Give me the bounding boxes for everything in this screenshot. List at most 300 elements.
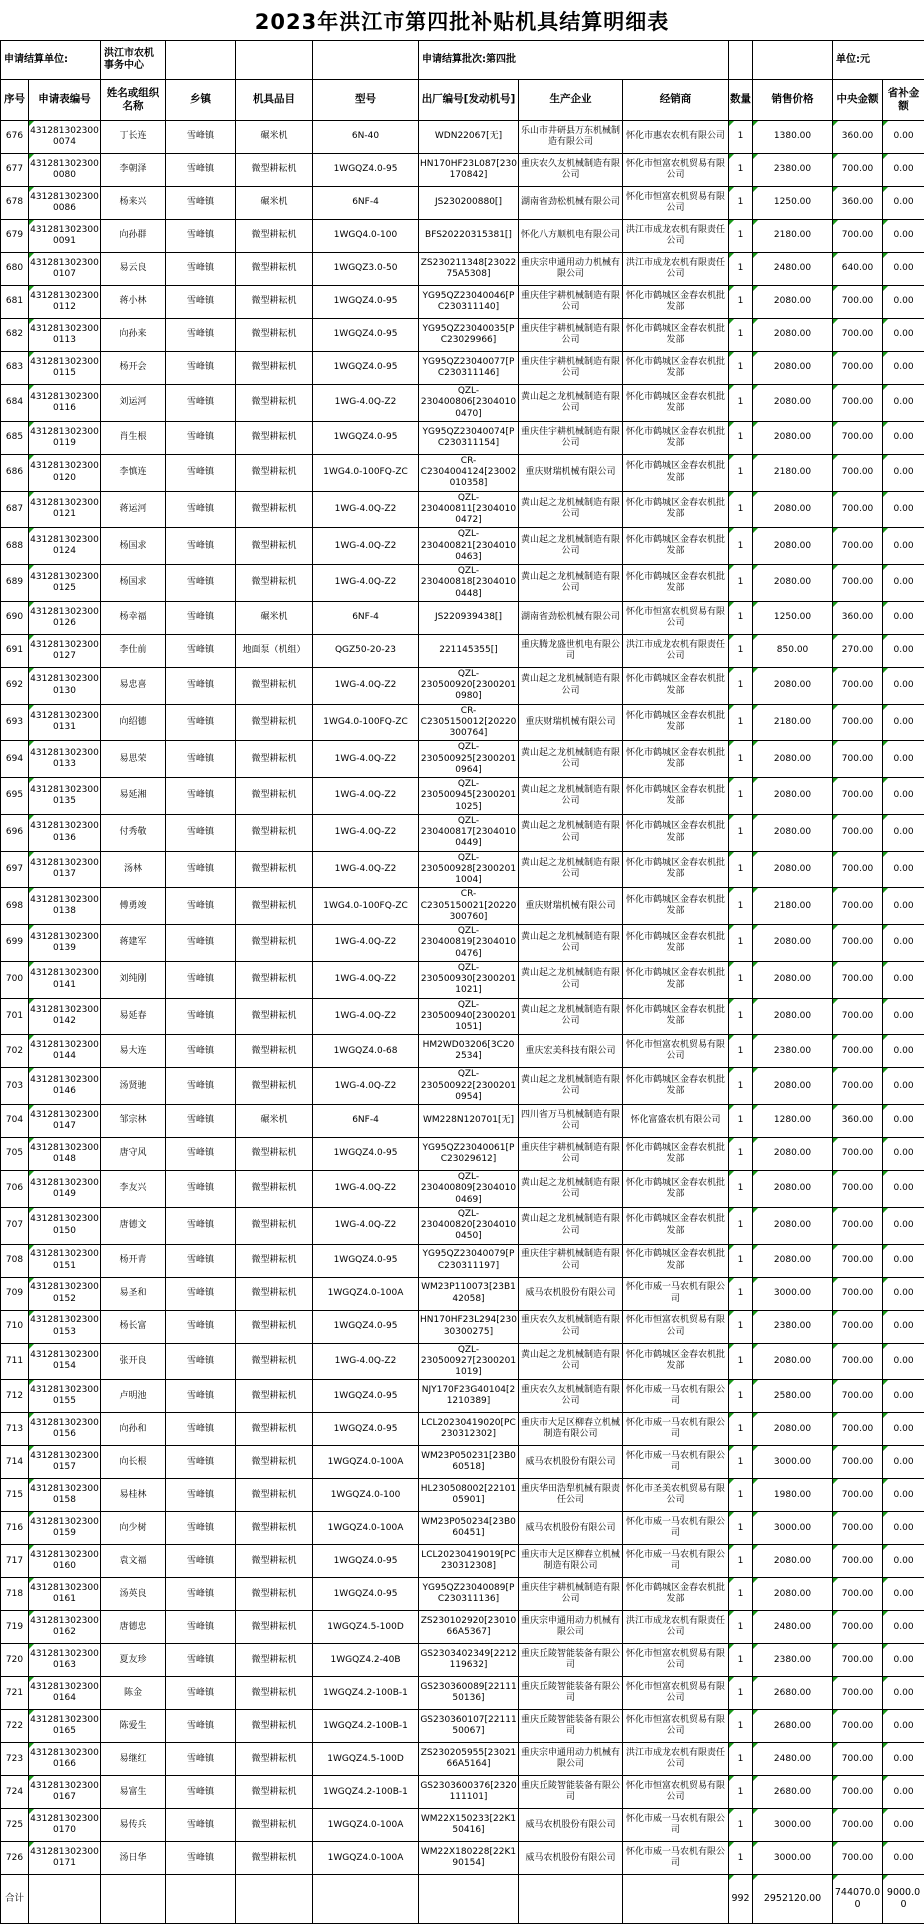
cell-model[interactable]: 1WG-4.0Q-Z2 [313, 778, 419, 815]
cell-category[interactable]: 微型耕耘机 [236, 565, 313, 602]
cell-model[interactable]: 1WG-4.0Q-Z2 [313, 1343, 419, 1380]
cell-township[interactable]: 雪峰镇 [166, 565, 236, 602]
cell-category[interactable]: 微型耕耘机 [236, 1277, 313, 1310]
cell-category[interactable]: 微型耕耘机 [236, 888, 313, 925]
cell-category[interactable]: 碾米机 [236, 601, 313, 634]
cell-name[interactable]: 易忠喜 [101, 667, 166, 704]
cell-serial[interactable]: CR-C2305150012[20220300764] [419, 704, 519, 741]
cell-name[interactable]: 杨国求 [101, 565, 166, 602]
cell-qty[interactable]: 1 [729, 1035, 753, 1068]
cell-qty[interactable]: 1 [729, 1776, 753, 1809]
cell-name[interactable]: 邹宗林 [101, 1105, 166, 1138]
cell-serial[interactable]: LCL20230419020[PC230312302] [419, 1413, 519, 1446]
cell-township[interactable]: 雪峰镇 [166, 154, 236, 187]
cell-township[interactable]: 雪峰镇 [166, 634, 236, 667]
cell-category[interactable]: 微型耕耘机 [236, 491, 313, 528]
cell-provincial[interactable]: 0.00 [883, 491, 924, 528]
cell-category[interactable]: 微型耕耘机 [236, 961, 313, 998]
cell-name[interactable]: 刘运河 [101, 385, 166, 422]
cell-category[interactable]: 微型耕耘机 [236, 741, 313, 778]
cell-category[interactable]: 碾米机 [236, 121, 313, 154]
cell-model[interactable]: 1WGQZ4.0-95 [313, 1310, 419, 1343]
cell-manufacturer[interactable]: 重庆市大足区柳春立机械制造有限公司 [519, 1545, 623, 1578]
cell-serial[interactable]: JS230200880[] [419, 187, 519, 220]
cell-qty[interactable]: 1 [729, 454, 753, 491]
cell-serial[interactable]: QZL-230500945[23002011025] [419, 778, 519, 815]
cell-dealer[interactable]: 怀化市恒富农机贸易有限公司 [623, 1776, 729, 1809]
cell-provincial[interactable]: 0.00 [883, 421, 924, 454]
cell-township[interactable]: 雪峰镇 [166, 1512, 236, 1545]
cell-form-no[interactable]: 4312813023000141 [29, 961, 101, 998]
cell-serial[interactable]: YG95QZ23040035[PC23029966] [419, 319, 519, 352]
cell-central[interactable]: 700.00 [833, 385, 883, 422]
cell-dealer[interactable]: 怀化市鹤城区金春农机批发部 [623, 741, 729, 778]
cell-qty[interactable]: 1 [729, 1743, 753, 1776]
cell-name[interactable]: 蒋小林 [101, 286, 166, 319]
cell-provincial[interactable]: 0.00 [883, 998, 924, 1035]
cell-category[interactable]: 微型耕耘机 [236, 220, 313, 253]
cell-name[interactable]: 向孙群 [101, 220, 166, 253]
cell-qty[interactable]: 1 [729, 1512, 753, 1545]
cell-name[interactable]: 易思荣 [101, 741, 166, 778]
cell-central[interactable]: 700.00 [833, 491, 883, 528]
cell-central[interactable]: 700.00 [833, 1068, 883, 1105]
cell-category[interactable]: 微型耕耘机 [236, 1310, 313, 1343]
cell-no[interactable]: 707 [1, 1207, 29, 1244]
cell-serial[interactable]: HM2WD03206[3C202534] [419, 1035, 519, 1068]
cell-price[interactable]: 3000.00 [753, 1277, 833, 1310]
cell-dealer[interactable]: 怀化市鹤城区金春农机批发部 [623, 778, 729, 815]
cell-category[interactable]: 微型耕耘机 [236, 1413, 313, 1446]
cell-central[interactable]: 700.00 [833, 741, 883, 778]
cell-provincial[interactable]: 0.00 [883, 1207, 924, 1244]
cell-manufacturer[interactable]: 重庆宗申通用动力机械有限公司 [519, 253, 623, 286]
cell-manufacturer[interactable]: 湖南省劲松机械有限公司 [519, 601, 623, 634]
cell-form-no[interactable]: 4312813023000159 [29, 1512, 101, 1545]
cell-serial[interactable]: WM23P050234[23B060451] [419, 1512, 519, 1545]
cell-qty[interactable]: 1 [729, 1479, 753, 1512]
cell-serial[interactable]: CR-C2304004124[23002010358] [419, 454, 519, 491]
cell-dealer[interactable]: 怀化市惠农农机有限公司 [623, 121, 729, 154]
cell-qty[interactable]: 1 [729, 319, 753, 352]
cell-no[interactable]: 709 [1, 1277, 29, 1310]
cell-no[interactable]: 719 [1, 1611, 29, 1644]
cell-provincial[interactable]: 0.00 [883, 1035, 924, 1068]
cell-no[interactable]: 687 [1, 491, 29, 528]
cell-township[interactable]: 雪峰镇 [166, 1343, 236, 1380]
total-empty-cell[interactable] [519, 1875, 623, 1924]
cell-category[interactable]: 微型耕耘机 [236, 154, 313, 187]
cell-dealer[interactable]: 怀化市鹤城区金春农机批发部 [623, 454, 729, 491]
cell-price[interactable]: 2080.00 [753, 491, 833, 528]
cell-dealer[interactable]: 怀化市鹤城区金春农机批发部 [623, 1138, 729, 1171]
cell-township[interactable]: 雪峰镇 [166, 1380, 236, 1413]
cell-central[interactable]: 700.00 [833, 352, 883, 385]
meta-empty-cell[interactable] [729, 41, 753, 80]
cell-form-no[interactable]: 4312813023000080 [29, 154, 101, 187]
cell-township[interactable]: 雪峰镇 [166, 1446, 236, 1479]
cell-model[interactable]: 1WGQZ4.2-100B-1 [313, 1710, 419, 1743]
cell-provincial[interactable]: 0.00 [883, 154, 924, 187]
cell-model[interactable]: 1WGQ4.0-100 [313, 220, 419, 253]
cell-price[interactable]: 2080.00 [753, 1244, 833, 1277]
cell-qty[interactable]: 1 [729, 1545, 753, 1578]
cell-qty[interactable]: 1 [729, 1809, 753, 1842]
cell-price[interactable]: 2080.00 [753, 421, 833, 454]
cell-central[interactable]: 700.00 [833, 1343, 883, 1380]
cell-manufacturer[interactable]: 重庆财瑞机械有限公司 [519, 454, 623, 491]
cell-model[interactable]: 1WG4.0-100FQ-ZC [313, 454, 419, 491]
cell-qty[interactable]: 1 [729, 1842, 753, 1875]
cell-price[interactable]: 2080.00 [753, 385, 833, 422]
meta-batch[interactable]: 申请结算批次:第四批 [419, 41, 729, 80]
cell-manufacturer[interactable]: 重庆宗申通用动力机械有限公司 [519, 1611, 623, 1644]
cell-provincial[interactable]: 0.00 [883, 741, 924, 778]
cell-provincial[interactable]: 0.00 [883, 634, 924, 667]
cell-form-no[interactable]: 4312813023000167 [29, 1776, 101, 1809]
cell-provincial[interactable]: 0.00 [883, 1343, 924, 1380]
cell-name[interactable]: 向长根 [101, 1446, 166, 1479]
cell-no[interactable]: 677 [1, 154, 29, 187]
meta-empty-cell[interactable] [166, 41, 236, 80]
cell-no[interactable]: 716 [1, 1512, 29, 1545]
cell-township[interactable]: 雪峰镇 [166, 421, 236, 454]
cell-name[interactable]: 唐德忠 [101, 1611, 166, 1644]
total-label[interactable]: 合计 [1, 1875, 29, 1924]
cell-central[interactable]: 700.00 [833, 1035, 883, 1068]
cell-central[interactable]: 700.00 [833, 565, 883, 602]
cell-model[interactable]: 1WGQZ4.0-95 [313, 1413, 419, 1446]
cell-category[interactable]: 微型耕耘机 [236, 925, 313, 962]
cell-dealer[interactable]: 怀化市鹤城区金春农机批发部 [623, 925, 729, 962]
cell-category[interactable]: 微型耕耘机 [236, 1138, 313, 1171]
cell-price[interactable]: 2080.00 [753, 1578, 833, 1611]
cell-dealer[interactable]: 怀化市鹤城区金春农机批发部 [623, 667, 729, 704]
cell-form-no[interactable]: 4312813023000147 [29, 1105, 101, 1138]
cell-dealer[interactable]: 怀化市鹤城区金春农机批发部 [623, 1207, 729, 1244]
cell-dealer[interactable]: 怀化市威一马农机有限公司 [623, 1545, 729, 1578]
cell-manufacturer[interactable]: 黄山起之龙机械制造有限公司 [519, 814, 623, 851]
cell-no[interactable]: 720 [1, 1644, 29, 1677]
cell-provincial[interactable]: 0.00 [883, 1446, 924, 1479]
cell-central[interactable]: 700.00 [833, 667, 883, 704]
cell-serial[interactable]: YG95QZ23040077[PC230311146] [419, 352, 519, 385]
meta-empty-cell[interactable] [313, 41, 419, 80]
cell-qty[interactable]: 1 [729, 352, 753, 385]
cell-central[interactable]: 700.00 [833, 454, 883, 491]
column-header-provincial[interactable]: 省补金额 [883, 80, 924, 121]
cell-provincial[interactable]: 0.00 [883, 1743, 924, 1776]
cell-township[interactable]: 雪峰镇 [166, 1809, 236, 1842]
cell-serial[interactable]: QZL-230400809[23040100469] [419, 1171, 519, 1208]
column-header-township[interactable]: 乡镇 [166, 80, 236, 121]
cell-township[interactable]: 雪峰镇 [166, 1277, 236, 1310]
cell-township[interactable]: 雪峰镇 [166, 851, 236, 888]
cell-category[interactable]: 微型耕耘机 [236, 385, 313, 422]
cell-dealer[interactable]: 怀化市鹤城区金春农机批发部 [623, 286, 729, 319]
cell-township[interactable]: 雪峰镇 [166, 1171, 236, 1208]
cell-category[interactable]: 碾米机 [236, 1105, 313, 1138]
column-header-form-no[interactable]: 申请表编号 [29, 80, 101, 121]
cell-form-no[interactable]: 4312813023000152 [29, 1277, 101, 1310]
cell-category[interactable]: 微型耕耘机 [236, 1710, 313, 1743]
cell-form-no[interactable]: 4312813023000133 [29, 741, 101, 778]
cell-form-no[interactable]: 4312813023000163 [29, 1644, 101, 1677]
cell-central[interactable]: 700.00 [833, 528, 883, 565]
column-header-manufacturer[interactable]: 生产企业 [519, 80, 623, 121]
cell-model[interactable]: 1WGQZ4.2-100B-1 [313, 1677, 419, 1710]
cell-serial[interactable]: ZS230102920[2301066A5367] [419, 1611, 519, 1644]
cell-manufacturer[interactable]: 重庆腾龙盛世机电有限公司 [519, 634, 623, 667]
cell-qty[interactable]: 1 [729, 286, 753, 319]
cell-price[interactable]: 2080.00 [753, 1171, 833, 1208]
cell-provincial[interactable]: 0.00 [883, 814, 924, 851]
cell-name[interactable]: 易延春 [101, 998, 166, 1035]
cell-category[interactable]: 微型耕耘机 [236, 319, 313, 352]
cell-dealer[interactable]: 怀化市威一马农机有限公司 [623, 1842, 729, 1875]
cell-dealer[interactable]: 怀化富盛农机有限公司 [623, 1105, 729, 1138]
cell-price[interactable]: 2080.00 [753, 1207, 833, 1244]
cell-model[interactable]: 1WG-4.0Q-Z2 [313, 491, 419, 528]
cell-category[interactable]: 微型耕耘机 [236, 253, 313, 286]
cell-qty[interactable]: 1 [729, 187, 753, 220]
cell-central[interactable]: 700.00 [833, 1138, 883, 1171]
cell-dealer[interactable]: 怀化市鹤城区金春农机批发部 [623, 814, 729, 851]
cell-no[interactable]: 676 [1, 121, 29, 154]
cell-qty[interactable]: 1 [729, 634, 753, 667]
cell-central[interactable]: 700.00 [833, 1207, 883, 1244]
cell-township[interactable]: 雪峰镇 [166, 741, 236, 778]
cell-provincial[interactable]: 0.00 [883, 385, 924, 422]
total-price[interactable]: 2952120.00 [753, 1875, 833, 1924]
cell-price[interactable]: 2380.00 [753, 1310, 833, 1343]
cell-form-no[interactable]: 4312813023000139 [29, 925, 101, 962]
cell-name[interactable]: 蒋运河 [101, 491, 166, 528]
cell-price[interactable]: 2080.00 [753, 1545, 833, 1578]
cell-qty[interactable]: 1 [729, 998, 753, 1035]
cell-central[interactable]: 700.00 [833, 1842, 883, 1875]
cell-serial[interactable]: NJY170F23G40104[21210389] [419, 1380, 519, 1413]
cell-provincial[interactable]: 0.00 [883, 851, 924, 888]
cell-model[interactable]: 1WG-4.0Q-Z2 [313, 741, 419, 778]
cell-name[interactable]: 李友兴 [101, 1171, 166, 1208]
cell-central[interactable]: 700.00 [833, 1446, 883, 1479]
cell-dealer[interactable]: 洪江市成龙农机有限责任公司 [623, 1743, 729, 1776]
cell-price[interactable]: 2080.00 [753, 528, 833, 565]
cell-manufacturer[interactable]: 重庆佳宇耕机械制造有限公司 [519, 352, 623, 385]
cell-category[interactable]: 微型耕耘机 [236, 1611, 313, 1644]
cell-category[interactable]: 微型耕耘机 [236, 352, 313, 385]
cell-qty[interactable]: 1 [729, 1207, 753, 1244]
cell-township[interactable]: 雪峰镇 [166, 1105, 236, 1138]
cell-qty[interactable]: 1 [729, 154, 753, 187]
cell-form-no[interactable]: 4312813023000121 [29, 491, 101, 528]
cell-provincial[interactable]: 0.00 [883, 319, 924, 352]
cell-no[interactable]: 699 [1, 925, 29, 962]
cell-price[interactable]: 2080.00 [753, 1343, 833, 1380]
cell-qty[interactable]: 1 [729, 961, 753, 998]
cell-model[interactable]: 6N-40 [313, 121, 419, 154]
cell-no[interactable]: 705 [1, 1138, 29, 1171]
cell-township[interactable]: 雪峰镇 [166, 814, 236, 851]
cell-price[interactable]: 2480.00 [753, 253, 833, 286]
cell-form-no[interactable]: 4312813023000149 [29, 1171, 101, 1208]
cell-serial[interactable]: ZS230205955[2302166A5164] [419, 1743, 519, 1776]
meta-currency[interactable]: 单位:元 [833, 41, 924, 80]
cell-provincial[interactable]: 0.00 [883, 352, 924, 385]
cell-no[interactable]: 698 [1, 888, 29, 925]
column-header-central[interactable]: 中央金额 [833, 80, 883, 121]
cell-provincial[interactable]: 0.00 [883, 1310, 924, 1343]
cell-model[interactable]: 1WGQZ4.5-100D [313, 1611, 419, 1644]
cell-qty[interactable]: 1 [729, 1343, 753, 1380]
cell-dealer[interactable]: 怀化市恒富农机贸易有限公司 [623, 187, 729, 220]
cell-manufacturer[interactable]: 黄山起之龙机械制造有限公司 [519, 851, 623, 888]
cell-model[interactable]: 1WG-4.0Q-Z2 [313, 1171, 419, 1208]
cell-category[interactable]: 微型耕耘机 [236, 1512, 313, 1545]
cell-form-no[interactable]: 4312813023000142 [29, 998, 101, 1035]
cell-provincial[interactable]: 0.00 [883, 1068, 924, 1105]
cell-model[interactable]: 1WG-4.0Q-Z2 [313, 667, 419, 704]
cell-serial[interactable]: HL230508002[2210105901] [419, 1479, 519, 1512]
cell-serial[interactable]: WM228N120701[无] [419, 1105, 519, 1138]
cell-no[interactable]: 703 [1, 1068, 29, 1105]
cell-provincial[interactable]: 0.00 [883, 187, 924, 220]
cell-serial[interactable]: QZL-230400818[23040100448] [419, 565, 519, 602]
cell-form-no[interactable]: 4312813023000151 [29, 1244, 101, 1277]
cell-form-no[interactable]: 4312813023000120 [29, 454, 101, 491]
cell-name[interactable]: 陈金 [101, 1677, 166, 1710]
cell-township[interactable]: 雪峰镇 [166, 1545, 236, 1578]
cell-model[interactable]: 1WGQZ4.0-95 [313, 286, 419, 319]
cell-name[interactable]: 杨国求 [101, 528, 166, 565]
cell-manufacturer[interactable]: 重庆佳宇耕机械制造有限公司 [519, 1138, 623, 1171]
cell-model[interactable]: 1WGQZ4.0-100A [313, 1842, 419, 1875]
cell-model[interactable]: 1WGQZ4.0-100 [313, 1479, 419, 1512]
cell-township[interactable]: 雪峰镇 [166, 1035, 236, 1068]
cell-manufacturer[interactable]: 黄山起之龙机械制造有限公司 [519, 1343, 623, 1380]
cell-no[interactable]: 724 [1, 1776, 29, 1809]
cell-category[interactable]: 微型耕耘机 [236, 1578, 313, 1611]
cell-qty[interactable]: 1 [729, 220, 753, 253]
cell-category[interactable]: 微型耕耘机 [236, 286, 313, 319]
cell-serial[interactable]: WM23P050231[23B060518] [419, 1446, 519, 1479]
cell-form-no[interactable]: 4312813023000165 [29, 1710, 101, 1743]
cell-name[interactable]: 夏友珍 [101, 1644, 166, 1677]
column-header-price[interactable]: 销售价格 [753, 80, 833, 121]
cell-manufacturer[interactable]: 威马农机股份有限公司 [519, 1809, 623, 1842]
meta-unit-value[interactable]: 洪江市农机事务中心 [101, 41, 166, 80]
cell-provincial[interactable]: 0.00 [883, 1512, 924, 1545]
cell-model[interactable]: 1WG4.0-100FQ-ZC [313, 704, 419, 741]
cell-form-no[interactable]: 4312813023000107 [29, 253, 101, 286]
cell-category[interactable]: 微型耕耘机 [236, 1809, 313, 1842]
cell-price[interactable]: 2680.00 [753, 1710, 833, 1743]
cell-no[interactable]: 723 [1, 1743, 29, 1776]
cell-township[interactable]: 雪峰镇 [166, 385, 236, 422]
cell-model[interactable]: 1WG-4.0Q-Z2 [313, 961, 419, 998]
cell-form-no[interactable]: 4312813023000091 [29, 220, 101, 253]
cell-model[interactable]: 1WGQZ4.0-95 [313, 1578, 419, 1611]
cell-model[interactable]: QGZ50-20-23 [313, 634, 419, 667]
cell-township[interactable]: 雪峰镇 [166, 1743, 236, 1776]
cell-no[interactable]: 688 [1, 528, 29, 565]
column-header-name[interactable]: 姓名或组织名称 [101, 80, 166, 121]
cell-price[interactable]: 3000.00 [753, 1809, 833, 1842]
cell-serial[interactable]: QZL-230400820[23040100450] [419, 1207, 519, 1244]
cell-qty[interactable]: 1 [729, 1413, 753, 1446]
cell-provincial[interactable]: 0.00 [883, 667, 924, 704]
cell-central[interactable]: 700.00 [833, 1171, 883, 1208]
cell-no[interactable]: 681 [1, 286, 29, 319]
cell-form-no[interactable]: 4312813023000137 [29, 851, 101, 888]
cell-price[interactable]: 2080.00 [753, 778, 833, 815]
cell-qty[interactable]: 1 [729, 1068, 753, 1105]
cell-dealer[interactable]: 怀化市鹤城区金春农机批发部 [623, 851, 729, 888]
cell-provincial[interactable]: 0.00 [883, 601, 924, 634]
cell-provincial[interactable]: 0.00 [883, 1244, 924, 1277]
cell-form-no[interactable]: 4312813023000146 [29, 1068, 101, 1105]
cell-form-no[interactable]: 4312813023000115 [29, 352, 101, 385]
cell-price[interactable]: 2480.00 [753, 1743, 833, 1776]
cell-provincial[interactable]: 0.00 [883, 253, 924, 286]
cell-township[interactable]: 雪峰镇 [166, 1644, 236, 1677]
cell-qty[interactable]: 1 [729, 814, 753, 851]
cell-qty[interactable]: 1 [729, 491, 753, 528]
cell-serial[interactable]: GS230360107[2211150067] [419, 1710, 519, 1743]
cell-model[interactable]: 1WG4.0-100FQ-ZC [313, 888, 419, 925]
cell-central[interactable]: 700.00 [833, 1479, 883, 1512]
cell-central[interactable]: 700.00 [833, 814, 883, 851]
cell-name[interactable]: 蒋建军 [101, 925, 166, 962]
cell-central[interactable]: 700.00 [833, 1677, 883, 1710]
cell-central[interactable]: 700.00 [833, 1512, 883, 1545]
cell-dealer[interactable]: 洪江市成龙农机有限责任公司 [623, 1611, 729, 1644]
cell-serial[interactable]: GS2303402349[2212119632] [419, 1644, 519, 1677]
cell-no[interactable]: 696 [1, 814, 29, 851]
cell-qty[interactable]: 1 [729, 385, 753, 422]
cell-manufacturer[interactable]: 重庆丘陵智能装备有限公司 [519, 1644, 623, 1677]
cell-dealer[interactable]: 怀化市恒富农机贸易有限公司 [623, 1644, 729, 1677]
cell-no[interactable]: 690 [1, 601, 29, 634]
cell-central[interactable]: 700.00 [833, 1611, 883, 1644]
cell-model[interactable]: 1WG-4.0Q-Z2 [313, 385, 419, 422]
cell-provincial[interactable]: 0.00 [883, 1710, 924, 1743]
cell-qty[interactable]: 1 [729, 1644, 753, 1677]
cell-central[interactable]: 700.00 [833, 1578, 883, 1611]
cell-township[interactable]: 雪峰镇 [166, 1138, 236, 1171]
cell-manufacturer[interactable]: 重庆财瑞机械有限公司 [519, 888, 623, 925]
cell-central[interactable]: 640.00 [833, 253, 883, 286]
cell-serial[interactable]: HN170HF23L294[23030300275] [419, 1310, 519, 1343]
cell-name[interactable]: 易富生 [101, 1776, 166, 1809]
cell-form-no[interactable]: 4312813023000116 [29, 385, 101, 422]
cell-price[interactable]: 2180.00 [753, 454, 833, 491]
cell-category[interactable]: 微型耕耘机 [236, 1479, 313, 1512]
cell-central[interactable]: 270.00 [833, 634, 883, 667]
cell-form-no[interactable]: 4312813023000119 [29, 421, 101, 454]
cell-manufacturer[interactable]: 重庆市大足区柳春立机械制造有限公司 [519, 1413, 623, 1446]
cell-dealer[interactable]: 怀化市鹤城区金春农机批发部 [623, 1343, 729, 1380]
cell-township[interactable]: 雪峰镇 [166, 778, 236, 815]
cell-central[interactable]: 700.00 [833, 998, 883, 1035]
cell-price[interactable]: 2080.00 [753, 565, 833, 602]
cell-serial[interactable]: QZL-230500928[23002011004] [419, 851, 519, 888]
cell-model[interactable]: 1WGQZ4.0-100A [313, 1512, 419, 1545]
cell-serial[interactable]: QZL-230400811[23040100472] [419, 491, 519, 528]
cell-form-no[interactable]: 4312813023000126 [29, 601, 101, 634]
cell-dealer[interactable]: 怀化市鹤城区金春农机批发部 [623, 1244, 729, 1277]
